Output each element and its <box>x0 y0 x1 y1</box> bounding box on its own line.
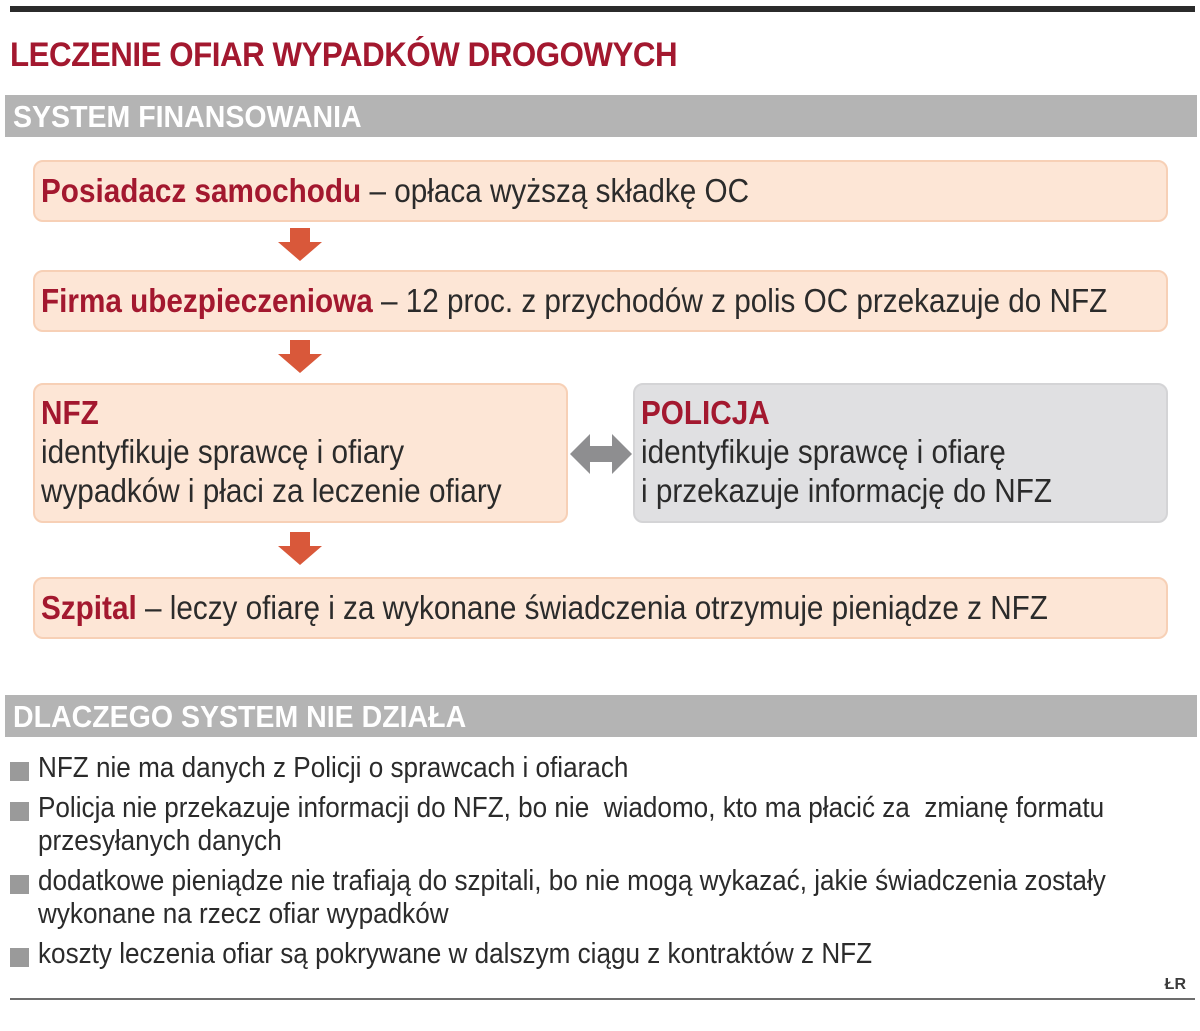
flow-box-car-owner <box>33 160 1168 222</box>
flow-box-nfz <box>33 383 568 523</box>
bottom-rule <box>10 998 1195 1000</box>
car-owner-label: Posiadacz samochodu <box>41 172 362 209</box>
down-arrow-icon <box>276 340 324 374</box>
flow-box-insurer <box>33 270 1168 332</box>
police-desc-line2: i przekazuje informację do NFZ <box>641 472 1053 509</box>
list-item-text <box>38 865 1106 931</box>
square-bullet-icon <box>10 762 29 781</box>
list-item-line2: wykonane na rzecz ofiar wypadków <box>38 898 449 930</box>
list-item-line1: NFZ nie ma danych z Policji o sprawcach i ofiarach <box>38 752 629 784</box>
list-item-text <box>38 792 1105 858</box>
double-arrow-icon <box>570 432 632 476</box>
nfz-desc-line1: identyfikuje sprawcę i ofiary <box>41 433 405 470</box>
square-bullet-icon <box>10 802 29 821</box>
top-rule <box>10 6 1195 12</box>
police-desc-line1: identyfikuje sprawcę i ofiarę <box>641 433 1006 470</box>
list-item <box>10 938 1200 971</box>
square-bullet-icon <box>10 875 29 894</box>
list-item-line2: przesyłanych danych <box>38 825 282 857</box>
flow-box-hospital-text <box>41 579 1048 637</box>
flow-box-hospital <box>33 577 1168 639</box>
car-owner-desc: – opłaca wyższą składkę OC <box>361 172 750 209</box>
nfz-label: NFZ <box>41 394 99 431</box>
list-item-line1: koszty leczenia ofiar są pokrywane w dalszym ciągu z kontraktów z NFZ <box>38 938 873 970</box>
list-item-line1: Policja nie przekazuje informacji do NFZ, bo nie wiadomo, kto ma płacić za zmianę formatu <box>38 792 1105 824</box>
author-credit: ŁR <box>1164 976 1186 993</box>
flow-box-police-text <box>641 393 1052 510</box>
section-header-financing <box>5 95 1197 137</box>
list-item-text <box>38 752 1100 785</box>
hospital-label: Szpital <box>41 589 137 626</box>
flow-box-car-owner-text <box>41 162 749 220</box>
hospital-desc: – leczy ofiarę i za wykonane świadczenia otrzymuje pieniądze z NFZ <box>136 589 1048 626</box>
reasons-list <box>10 752 1200 978</box>
insurer-label: Firma ubezpieczeniowa <box>41 282 373 319</box>
police-label: POLICJA <box>641 394 770 431</box>
section-header-why-not-working <box>5 695 1197 737</box>
square-bullet-icon <box>10 948 29 967</box>
flow-box-police <box>633 383 1168 523</box>
page-title: LECZENIE OFIAR WYPADKÓW DROGOWYCH <box>10 36 678 74</box>
list-item-text <box>38 938 1100 971</box>
down-arrow-icon <box>276 532 324 566</box>
nfz-desc-line2: wypadków i płaci za leczenie ofiary <box>41 472 502 509</box>
down-arrow-icon <box>276 228 324 262</box>
list-item-line1: dodatkowe pieniądze nie trafiają do szpitali, bo nie mogą wykazać, jakie świadczenia zostały <box>38 865 1106 897</box>
list-item <box>10 752 1200 785</box>
flow-box-nfz-text <box>41 393 502 510</box>
section-header-why-not-working-label: DLACZEGO SYSTEM NIE DZIAŁA <box>13 699 467 734</box>
flow-box-insurer-text <box>41 272 1107 330</box>
list-item <box>10 792 1200 858</box>
list-item <box>10 865 1200 931</box>
insurer-desc: – 12 proc. z przychodów z polis OC przekazuje do NFZ <box>372 282 1108 319</box>
section-header-financing-label: SYSTEM FINANSOWANIA <box>13 99 362 134</box>
